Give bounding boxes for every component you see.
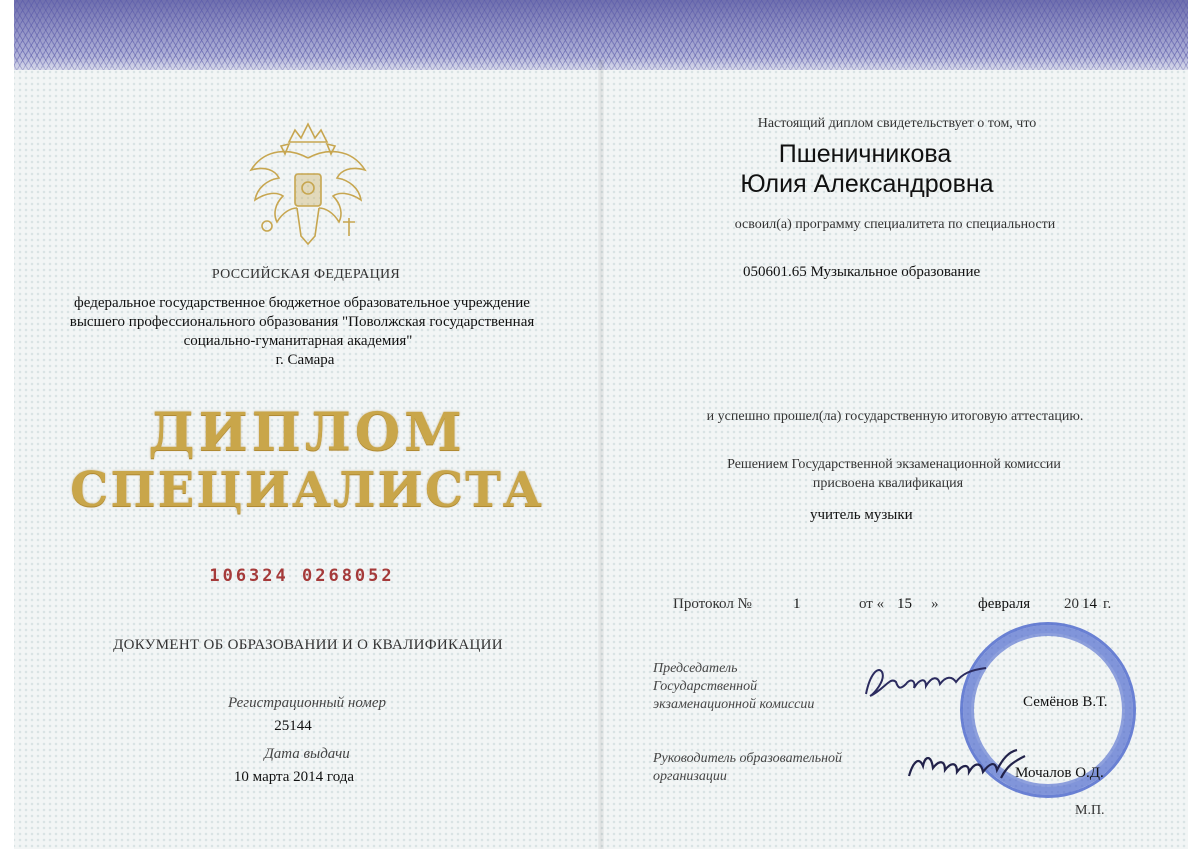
commission-line-1: Решением Государственной экзаменационной комиссии — [727, 457, 1061, 472]
diploma-title-line-2: СПЕЦИАЛИСТА — [70, 462, 544, 518]
protocol-number: 1 — [793, 596, 801, 612]
attestation-text: и успешно прошел(ла) государственную итоговую аттестацию. — [706, 409, 1084, 424]
protocol-year-suffix: 14 — [1082, 596, 1097, 612]
center-fold — [598, 60, 604, 849]
protocol-close-quote: » — [931, 596, 939, 612]
country-label: РОССИЙСКАЯ ФЕДЕРАЦИЯ — [211, 267, 401, 282]
protocol-from-label: от « — [859, 596, 885, 612]
issue-date: 10 марта 2014 года — [233, 769, 355, 785]
chair-signature-icon — [860, 660, 995, 708]
registration-number: 25144 — [274, 718, 312, 734]
protocol-year-prefix: 20 — [1064, 596, 1079, 612]
qualification: учитель музыки — [810, 507, 913, 523]
head-title-line-2: организации — [653, 769, 727, 784]
commission-line-2: присвоена квалификация — [812, 476, 964, 491]
graduate-surname: Пшеничникова — [778, 140, 952, 168]
chair-name: Семёнов В.Т. — [1023, 694, 1108, 710]
right-margin — [1188, 0, 1200, 849]
institution-line-1: федеральное государственное бюджетное образовательное учреждение — [74, 295, 530, 311]
intro-text: Настоящий диплом свидетельствует о том, что — [757, 116, 1037, 131]
head-title-line-1: Руководитель образовательной — [653, 751, 843, 766]
graduate-given-names: Юлия Александровна — [740, 170, 994, 198]
coat-of-arms-icon — [245, 118, 371, 250]
institution-line-2: высшего профессионального образования "Поволжская государственная — [69, 314, 535, 330]
chair-title-line-1: Председатель — [653, 661, 738, 676]
diploma-title-line-1: ДИПЛОМ — [148, 402, 466, 463]
head-name: Мочалов О.Д. — [1015, 765, 1104, 781]
protocol-year-end: г. — [1103, 596, 1112, 612]
chair-title-line-3: экзаменационной комиссии — [653, 697, 815, 712]
registration-label: Регистрационный номер — [227, 695, 387, 711]
document-type-label: ДОКУМЕНТ ОБ ОБРАЗОВАНИИ И О КВАЛИФИКАЦИИ — [113, 637, 503, 653]
protocol-month: февраля — [978, 596, 1031, 612]
specialty: 050601.65 Музыкальное образование — [743, 264, 981, 280]
issue-date-label: Дата выдачи — [264, 746, 350, 762]
chair-title-line-2: Государственной — [653, 679, 758, 694]
left-margin — [0, 0, 14, 849]
serial-number: 106324 0268052 — [209, 566, 395, 586]
program-text: освоил(а) программу специалитета по специальности — [734, 217, 1056, 232]
seal-place-label: М.П. — [1075, 803, 1105, 818]
protocol-day: 15 — [897, 596, 912, 612]
institution-line-3: социально-гуманитарная академия" — [183, 333, 413, 349]
city-label: г. Самара — [275, 352, 335, 368]
protocol-label: Протокол № — [673, 596, 752, 612]
